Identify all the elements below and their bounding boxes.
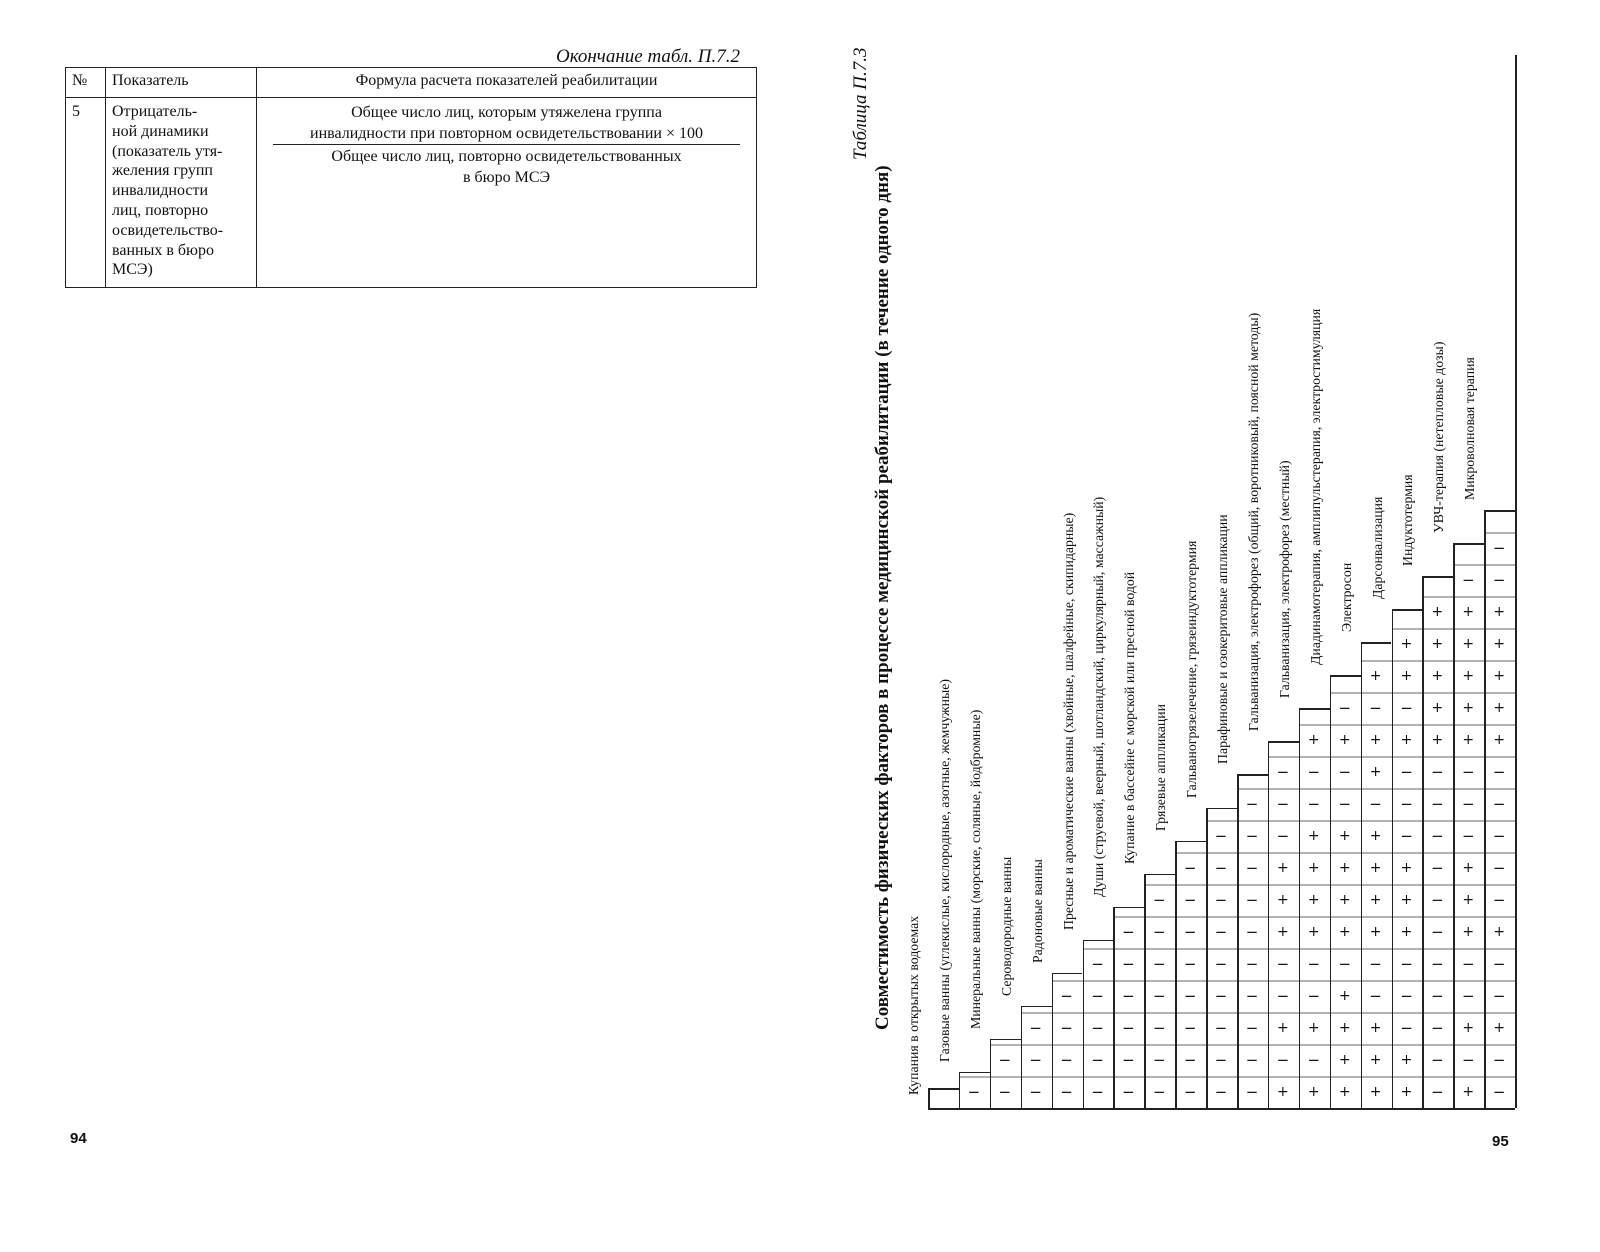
compat-cell: − [1369, 795, 1382, 813]
row-number: 5 [66, 98, 106, 288]
compat-cell: − [1245, 827, 1259, 845]
factor-label: Индуктотермия [1400, 474, 1416, 567]
factor-label: Парафиновые и озокеритовые аппликации [1215, 514, 1230, 765]
compat-cell: + [1431, 636, 1444, 652]
compat-cell: − [1245, 891, 1259, 909]
compat-cell: − [1492, 827, 1506, 845]
compat-cell: + [1462, 860, 1475, 876]
compat-cell: − [1153, 891, 1166, 909]
compat-cell: − [1400, 1019, 1413, 1037]
compat-cell: − [1492, 891, 1506, 909]
step-divider [1299, 708, 1330, 710]
compat-cell: − [1214, 955, 1228, 973]
compat-cell: + [1493, 604, 1506, 620]
step-divider [1330, 675, 1361, 677]
step-divider [1083, 940, 1114, 942]
indicator-line: инвалидности [112, 182, 209, 200]
compat-cell: − [1029, 1051, 1042, 1069]
compat-cell: + [1400, 732, 1413, 748]
row-divider [1206, 820, 1515, 822]
compat-cell: − [1307, 1051, 1321, 1069]
compat-cell: + [1307, 892, 1320, 908]
row-divider [1083, 948, 1516, 950]
compat-cell: + [1400, 924, 1413, 940]
compat-cell: − [1462, 1051, 1475, 1069]
compat-cell: − [1091, 1083, 1104, 1101]
compat-cell: + [1493, 924, 1506, 940]
compat-cell: + [1307, 860, 1320, 876]
compat-cell: − [1091, 987, 1104, 1005]
compat-cell: − [998, 1051, 1012, 1069]
row-divider [1237, 788, 1515, 790]
compat-cell: − [1276, 763, 1290, 781]
rehabilitation-indicators-table [65, 67, 757, 288]
step-divider [1052, 973, 1083, 975]
compat-cell: − [1091, 1051, 1104, 1069]
compat-cell: − [1245, 795, 1259, 813]
compat-cell: − [1400, 763, 1413, 781]
compat-cell: + [1462, 604, 1475, 620]
indicator-line: Отрицатель- [112, 103, 198, 120]
header-number: № [66, 68, 106, 98]
compat-cell: + [1277, 892, 1289, 908]
compat-cell: − [1492, 859, 1506, 877]
compat-cell: + [1462, 700, 1475, 716]
factor-label: Радоновые ванны [1029, 858, 1045, 963]
step-divider [1175, 841, 1206, 843]
compat-cell: − [1153, 1051, 1166, 1069]
compat-cell: + [1462, 636, 1475, 652]
compat-cell: − [1400, 795, 1413, 813]
compat-cell: + [1493, 636, 1506, 652]
compat-cell: + [1307, 924, 1320, 940]
compat-cell: + [1431, 604, 1444, 620]
compat-cell: − [1462, 955, 1475, 973]
compat-cell: + [1462, 924, 1475, 940]
compat-cell: − [1400, 987, 1413, 1005]
compat-cell: − [1122, 923, 1135, 941]
indicator-line: (показатель утя- [112, 142, 223, 160]
compat-cell: − [1431, 859, 1444, 877]
compat-cell: − [1400, 827, 1413, 845]
numerator-line: Общее число лиц, которым утяжелена группа [351, 104, 662, 121]
compat-cell: + [1369, 668, 1382, 684]
compat-cell: − [1369, 955, 1382, 973]
factor-label: Купание в бассейне с морской или пресной водой [1122, 571, 1138, 864]
table-number-label: Таблица П.7.3 [850, 47, 871, 160]
compat-cell: − [1307, 763, 1321, 781]
compat-cell: + [1493, 668, 1506, 684]
compat-cell: + [1307, 732, 1320, 748]
compat-cell: + [1338, 1020, 1351, 1036]
compat-cell: − [1153, 1019, 1166, 1037]
table-title: Совместимость физических факторов в процессе медицинской реабилитации (в течение одного дня) [872, 165, 893, 1030]
compat-cell: − [998, 1083, 1012, 1101]
compat-cell: − [1091, 1019, 1104, 1037]
table-bottom-border [928, 1108, 1515, 1110]
compat-cell: − [1462, 795, 1475, 813]
row-divider [1175, 852, 1515, 854]
compat-cell: + [1462, 668, 1475, 684]
compat-cell: − [1276, 827, 1290, 845]
compat-cell: − [1431, 955, 1444, 973]
indicator-line: МСЭ) [112, 261, 153, 279]
compat-cell: − [1492, 571, 1506, 589]
compat-cell: − [1183, 859, 1197, 877]
row-divider [1330, 692, 1515, 694]
factor-label: Гальванизация, электрофорез (общий, воротниковый, поясной методы) [1245, 313, 1261, 732]
compat-cell: − [1060, 1083, 1073, 1101]
factor-label: Электросон [1338, 562, 1354, 633]
step-divider [959, 1072, 990, 1074]
row-divider [1422, 596, 1515, 598]
indicator-line: ной динамики [112, 122, 209, 140]
factor-label: Гальванизация, электрофорез (местный) [1276, 460, 1292, 699]
compat-cell: − [1431, 923, 1444, 941]
factor-label: Дарсонвализация [1369, 496, 1385, 600]
compat-cell: + [1400, 636, 1413, 652]
numerator-line: инвалидности при повторном освидетельствовании × 100 [310, 125, 703, 142]
factor-label: Пресные и ароматические ванны (хвойные, шалфейные, скипидарные) [1060, 512, 1076, 930]
compat-cell: − [1431, 827, 1444, 845]
compat-cell: − [1183, 1019, 1197, 1037]
compat-cell: − [1245, 955, 1259, 973]
compat-cell: − [1214, 827, 1228, 845]
factor-label: Газовые ванны (углекислые, кислородные, азотные, жемчужные) [936, 678, 952, 1062]
compat-cell: − [1153, 1083, 1166, 1101]
compat-cell: − [1153, 955, 1166, 973]
compat-cell: + [1338, 1052, 1351, 1068]
compat-cell: − [1214, 987, 1228, 1005]
row-divider [1361, 660, 1516, 662]
compat-cell: − [1492, 955, 1506, 973]
compat-cell: + [1307, 1020, 1320, 1036]
compat-cell: − [1029, 1083, 1042, 1101]
step-divider [928, 1088, 959, 1090]
factor-label: Микроволновая терапия [1462, 357, 1478, 500]
header-formula: Формула расчета показателей реабилитации [257, 68, 757, 98]
compat-cell: + [1369, 1052, 1382, 1068]
compat-cell: + [1307, 1084, 1320, 1100]
compat-cell: + [1338, 988, 1351, 1004]
compat-cell: − [1276, 795, 1290, 813]
compat-cell: − [1091, 955, 1104, 973]
compat-cell: − [1431, 1051, 1444, 1069]
compat-cell: − [1183, 891, 1197, 909]
row-divider [959, 1076, 1515, 1078]
step-divider [1021, 1006, 1052, 1008]
compat-cell: − [1400, 955, 1413, 973]
compat-cell: + [1493, 700, 1506, 716]
row-divider [990, 1044, 1515, 1046]
compat-cell: − [1307, 987, 1321, 1005]
compat-cell: + [1431, 732, 1444, 748]
compat-cell: − [1183, 987, 1197, 1005]
compat-cell: − [1245, 1083, 1259, 1101]
column-divider [928, 1088, 930, 1108]
compat-cell: − [1029, 1019, 1042, 1037]
row-divider [1021, 1012, 1515, 1014]
compat-cell: + [1277, 860, 1289, 876]
compat-cell: + [1369, 924, 1382, 940]
compat-cell: − [1338, 795, 1351, 813]
compat-cell: − [1492, 987, 1506, 1005]
compat-cell: + [1277, 924, 1289, 940]
factor-label: Минеральные ванны (морские, соляные, йодбромные) [967, 709, 983, 1029]
compat-cell: − [1153, 923, 1166, 941]
step-divider [1361, 642, 1392, 644]
compat-cell: + [1338, 732, 1351, 748]
compat-cell: + [1400, 668, 1413, 684]
compat-cell: − [1245, 1019, 1259, 1037]
compat-cell: − [1276, 987, 1290, 1005]
factor-label: Гальваногрязелечение, грязеиндуктотермия [1184, 540, 1200, 798]
compat-cell: − [1060, 987, 1073, 1005]
compat-cell: + [1493, 1020, 1506, 1036]
compat-cell: + [1369, 1084, 1382, 1100]
factor-label: Купания в открытых водоемах [906, 915, 921, 1095]
table-row [66, 98, 757, 288]
compat-cell: − [1122, 987, 1135, 1005]
compat-cell: − [1122, 1019, 1135, 1037]
compat-cell: + [1462, 1020, 1475, 1036]
step-divider [1453, 543, 1484, 545]
compat-cell: − [1214, 891, 1228, 909]
compat-cell: − [1183, 1083, 1197, 1101]
indicator-line: ванных в бюро [112, 241, 214, 259]
indicator-line: освидетельство- [112, 221, 224, 239]
compat-cell: − [1183, 923, 1197, 941]
compat-cell: + [1369, 1020, 1382, 1036]
page-number-right: 95 [1492, 1133, 1509, 1150]
compat-cell: − [1307, 795, 1321, 813]
row-divider [1052, 980, 1516, 982]
step-divider [1422, 576, 1453, 578]
formula-numerator [263, 102, 750, 144]
compat-cell: − [1338, 955, 1351, 973]
step-divider [1392, 609, 1423, 611]
compat-cell: + [1431, 668, 1444, 684]
row-divider [1299, 724, 1515, 726]
compat-cell: + [1307, 828, 1320, 844]
row-divider [1392, 628, 1516, 630]
compat-cell: + [1400, 860, 1413, 876]
compat-cell: − [1060, 1019, 1073, 1037]
indicator-line: лиц, повторно [112, 201, 209, 219]
compat-cell: + [1400, 892, 1413, 908]
compat-cell: − [1400, 699, 1413, 717]
compat-cell: + [1369, 764, 1382, 780]
compat-cell: + [1462, 732, 1475, 748]
compat-cell: + [1338, 892, 1351, 908]
factor-label: Души (струевой, веерный, шотландский, циркулярный, массажный) [1091, 496, 1107, 897]
compat-cell: − [1492, 1051, 1506, 1069]
factor-label: УВЧ-терапия (нетепловые дозы) [1431, 341, 1447, 534]
compat-cell: − [1462, 827, 1475, 845]
compat-cell: + [1493, 732, 1506, 748]
table-continuation-caption: Окончание табл. П.7.2 [556, 46, 741, 67]
compat-cell: − [1369, 699, 1382, 717]
compat-cell: − [1276, 1051, 1290, 1069]
compat-cell: − [1431, 987, 1444, 1005]
indicator-line: желения групп [112, 162, 213, 180]
denominator-line: Общее число лиц, повторно освидетельствованных [331, 148, 682, 165]
compat-cell: − [1276, 955, 1290, 973]
compat-cell: − [1183, 955, 1197, 973]
factor-label: Диадинамотерапия, амплипульстерапия, электростимуляция [1307, 309, 1323, 666]
row-divider [1268, 756, 1515, 758]
row-divider [1453, 564, 1515, 566]
compat-cell: − [1214, 1083, 1228, 1101]
table-header-row [66, 68, 757, 98]
compat-cell: − [1369, 987, 1382, 1005]
compat-cell: − [1462, 763, 1475, 781]
header-indicator: Показатель [106, 68, 257, 98]
compat-cell: − [1060, 1051, 1073, 1069]
compat-cell: − [1214, 1051, 1228, 1069]
compat-cell: + [1431, 700, 1444, 716]
compat-cell: − [1431, 1083, 1444, 1101]
compat-cell: + [1400, 1052, 1413, 1068]
compat-cell: − [1245, 923, 1259, 941]
compat-cell: + [1277, 1084, 1289, 1100]
row-divider [1484, 532, 1515, 534]
compat-cell: + [1338, 924, 1351, 940]
compat-cell: − [1338, 699, 1351, 717]
compat-cell: + [1369, 860, 1382, 876]
compat-cell: − [1338, 763, 1351, 781]
step-divider [1484, 510, 1515, 512]
compat-cell: − [1492, 763, 1506, 781]
page-number-left: 94 [70, 1130, 87, 1147]
compat-cell: + [1277, 1020, 1289, 1036]
step-divider [1206, 808, 1237, 810]
row-indicator [106, 98, 257, 288]
step-divider [990, 1039, 1021, 1041]
factor-label: Сероводородные ванны [998, 856, 1014, 996]
row-divider [1144, 884, 1515, 886]
denominator-line: в бюро МСЭ [462, 169, 551, 186]
compat-cell: + [1338, 1084, 1351, 1100]
compat-cell: − [1431, 795, 1444, 813]
compat-cell: + [1462, 1084, 1475, 1100]
compat-cell: − [1307, 955, 1321, 973]
step-divider [1113, 907, 1144, 909]
step-divider [1144, 874, 1175, 876]
compat-cell: − [1431, 1019, 1444, 1037]
step-divider [1268, 741, 1299, 743]
compat-cell: + [1400, 1084, 1413, 1100]
compat-cell: − [967, 1083, 981, 1101]
compat-cell: − [1492, 1083, 1506, 1101]
formula-denominator [273, 144, 740, 188]
compat-cell: − [1462, 571, 1475, 589]
compat-cell: − [1431, 891, 1444, 909]
compat-cell: + [1369, 732, 1382, 748]
compat-cell: − [1431, 763, 1444, 781]
compat-cell: + [1462, 892, 1475, 908]
table-right-border [1515, 55, 1517, 1108]
factor-label: Грязевые аппликации [1153, 703, 1169, 831]
compat-cell: − [1214, 923, 1228, 941]
compat-cell: − [1492, 539, 1506, 557]
compat-cell: + [1338, 860, 1351, 876]
compat-cell: − [1122, 1051, 1135, 1069]
compat-cell: + [1369, 828, 1382, 844]
compat-cell: + [1338, 828, 1351, 844]
compat-cell: − [1122, 955, 1135, 973]
compat-cell: − [1214, 1019, 1228, 1037]
compat-cell: − [1214, 859, 1228, 877]
compat-cell: + [1369, 892, 1382, 908]
compat-cell: − [1462, 987, 1475, 1005]
row-divider [1113, 916, 1515, 918]
compat-cell: − [1153, 987, 1166, 1005]
compat-cell: − [1245, 859, 1259, 877]
compat-cell: − [1245, 1051, 1259, 1069]
step-divider [1237, 774, 1268, 776]
compat-cell: − [1492, 795, 1506, 813]
compat-cell: − [1122, 1083, 1135, 1101]
compat-cell: − [1183, 1051, 1197, 1069]
row-formula [257, 98, 757, 288]
compat-cell: − [1245, 987, 1259, 1005]
